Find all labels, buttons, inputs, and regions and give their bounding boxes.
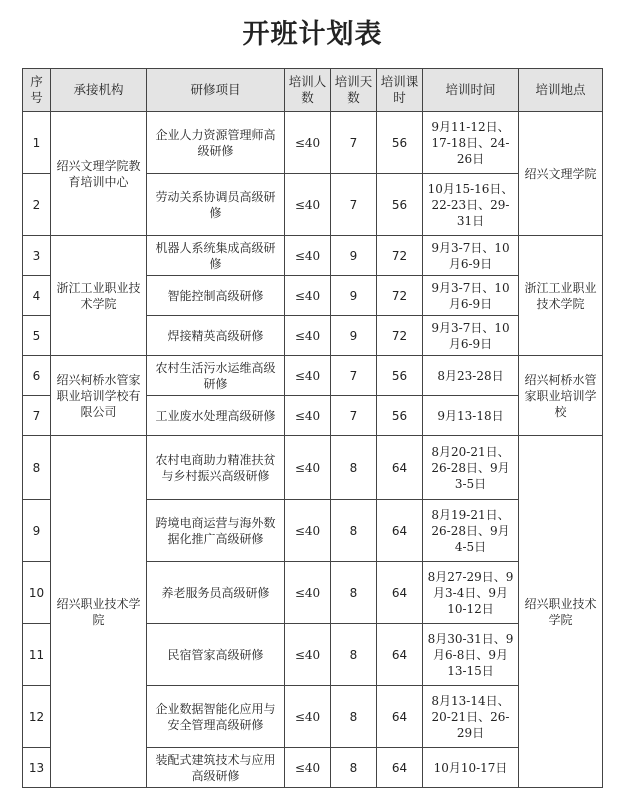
header-row bbox=[23, 69, 603, 112]
hours-cell: 72 bbox=[377, 276, 423, 316]
table-row bbox=[23, 236, 603, 276]
hours-cell: 56 bbox=[377, 174, 423, 236]
time-cell: 9月13-18日 bbox=[423, 396, 519, 436]
row-no: 7 bbox=[23, 396, 51, 436]
hours-cell: 64 bbox=[377, 748, 423, 788]
hours-cell: 64 bbox=[377, 500, 423, 562]
days-cell: 7 bbox=[331, 112, 377, 174]
people-cell: ≤40 bbox=[285, 624, 331, 686]
days-cell: 7 bbox=[331, 174, 377, 236]
days-cell: 8 bbox=[331, 686, 377, 748]
time-cell: 8月30-31日、9月6-8日、9月13-15日 bbox=[423, 624, 519, 686]
people-cell: ≤40 bbox=[285, 686, 331, 748]
org-cell: 绍兴文理学院教育培训中心 bbox=[51, 112, 147, 236]
project-cell: 智能控制高级研修 bbox=[147, 276, 285, 316]
header-people: 培训人数 bbox=[285, 69, 331, 112]
time-cell: 10月15-16日、22-23日、29-31日 bbox=[423, 174, 519, 236]
page-title: 开班计划表 bbox=[242, 19, 383, 50]
row-no: 12 bbox=[23, 686, 51, 748]
project-cell: 农村电商助力精准扶贫与乡村振兴高级研修 bbox=[147, 436, 285, 500]
hours-cell: 56 bbox=[377, 356, 423, 396]
people-cell: ≤40 bbox=[285, 500, 331, 562]
site-cell: 绍兴职业技术学院 bbox=[519, 436, 603, 788]
project-cell: 企业人力资源管理师高级研修 bbox=[147, 112, 285, 174]
project-cell: 企业数据智能化应用与安全管理高级研修 bbox=[147, 686, 285, 748]
org-cell: 绍兴职业技术学院 bbox=[51, 436, 147, 788]
hours-cell: 56 bbox=[377, 112, 423, 174]
hours-cell: 64 bbox=[377, 436, 423, 500]
time-cell: 10月10-17日 bbox=[423, 748, 519, 788]
hours-cell: 64 bbox=[377, 686, 423, 748]
time-cell: 9月11-12日、17-18日、24-26日 bbox=[423, 112, 519, 174]
header-site: 培训地点 bbox=[519, 69, 603, 112]
days-cell: 8 bbox=[331, 500, 377, 562]
people-cell: ≤40 bbox=[285, 436, 331, 500]
header-hours: 培训课时 bbox=[377, 69, 423, 112]
header-org: 承接机构 bbox=[51, 69, 147, 112]
people-cell: ≤40 bbox=[285, 396, 331, 436]
org-cell: 绍兴柯桥水管家职业培训学校有限公司 bbox=[51, 356, 147, 436]
days-cell: 9 bbox=[331, 316, 377, 356]
people-cell: ≤40 bbox=[285, 316, 331, 356]
people-cell: ≤40 bbox=[285, 174, 331, 236]
hours-cell: 64 bbox=[377, 624, 423, 686]
days-cell: 7 bbox=[331, 356, 377, 396]
row-no: 8 bbox=[23, 436, 51, 500]
people-cell: ≤40 bbox=[285, 112, 331, 174]
project-cell: 劳动关系协调员高级研修 bbox=[147, 174, 285, 236]
row-no: 6 bbox=[23, 356, 51, 396]
row-no: 9 bbox=[23, 500, 51, 562]
time-cell: 8月20-21日、26-28日、9月3-5日 bbox=[423, 436, 519, 500]
row-no: 3 bbox=[23, 236, 51, 276]
people-cell: ≤40 bbox=[285, 276, 331, 316]
days-cell: 9 bbox=[331, 276, 377, 316]
header-project: 研修项目 bbox=[147, 69, 285, 112]
people-cell: ≤40 bbox=[285, 748, 331, 788]
row-no: 4 bbox=[23, 276, 51, 316]
hours-cell: 72 bbox=[377, 316, 423, 356]
row-no: 1 bbox=[23, 112, 51, 174]
header-no: 序号 bbox=[23, 69, 51, 112]
site-cell: 绍兴文理学院 bbox=[519, 112, 603, 236]
time-cell: 8月19-21日、26-28日、9月4-5日 bbox=[423, 500, 519, 562]
time-cell: 9月3-7日、10月6-9日 bbox=[423, 316, 519, 356]
project-cell: 农村生活污水运维高级研修 bbox=[147, 356, 285, 396]
hours-cell: 56 bbox=[377, 396, 423, 436]
time-cell: 8月23-28日 bbox=[423, 356, 519, 396]
site-cell: 浙江工业职业技术学院 bbox=[519, 236, 603, 356]
project-cell: 工业废水处理高级研修 bbox=[147, 396, 285, 436]
org-cell: 浙江工业职业技术学院 bbox=[51, 236, 147, 356]
project-cell: 民宿管家高级研修 bbox=[147, 624, 285, 686]
days-cell: 9 bbox=[331, 236, 377, 276]
row-no: 2 bbox=[23, 174, 51, 236]
people-cell: ≤40 bbox=[285, 562, 331, 624]
project-cell: 跨境电商运营与海外数据化推广高级研修 bbox=[147, 500, 285, 562]
days-cell: 8 bbox=[331, 436, 377, 500]
header-time: 培训时间 bbox=[423, 69, 519, 112]
table-row bbox=[23, 356, 603, 396]
site-cell: 绍兴柯桥水管家职业培训学校 bbox=[519, 356, 603, 436]
project-cell: 机器人系统集成高级研修 bbox=[147, 236, 285, 276]
days-cell: 8 bbox=[331, 748, 377, 788]
hours-cell: 72 bbox=[377, 236, 423, 276]
days-cell: 8 bbox=[331, 562, 377, 624]
days-cell: 7 bbox=[331, 396, 377, 436]
row-no: 5 bbox=[23, 316, 51, 356]
plan-table bbox=[22, 68, 603, 788]
people-cell: ≤40 bbox=[285, 236, 331, 276]
table-row bbox=[23, 436, 603, 500]
row-no: 11 bbox=[23, 624, 51, 686]
time-cell: 9月3-7日、10月6-9日 bbox=[423, 276, 519, 316]
project-cell: 焊接精英高级研修 bbox=[147, 316, 285, 356]
people-cell: ≤40 bbox=[285, 356, 331, 396]
row-no: 10 bbox=[23, 562, 51, 624]
time-cell: 9月3-7日、10月6-9日 bbox=[423, 236, 519, 276]
hours-cell: 64 bbox=[377, 562, 423, 624]
table-row bbox=[23, 112, 603, 174]
header-days: 培训天数 bbox=[331, 69, 377, 112]
row-no: 13 bbox=[23, 748, 51, 788]
time-cell: 8月27-29日、9月3-4日、9月10-12日 bbox=[423, 562, 519, 624]
project-cell: 养老服务员高级研修 bbox=[147, 562, 285, 624]
days-cell: 8 bbox=[331, 624, 377, 686]
time-cell: 8月13-14日、20-21日、26-29日 bbox=[423, 686, 519, 748]
project-cell: 装配式建筑技术与应用高级研修 bbox=[147, 748, 285, 788]
